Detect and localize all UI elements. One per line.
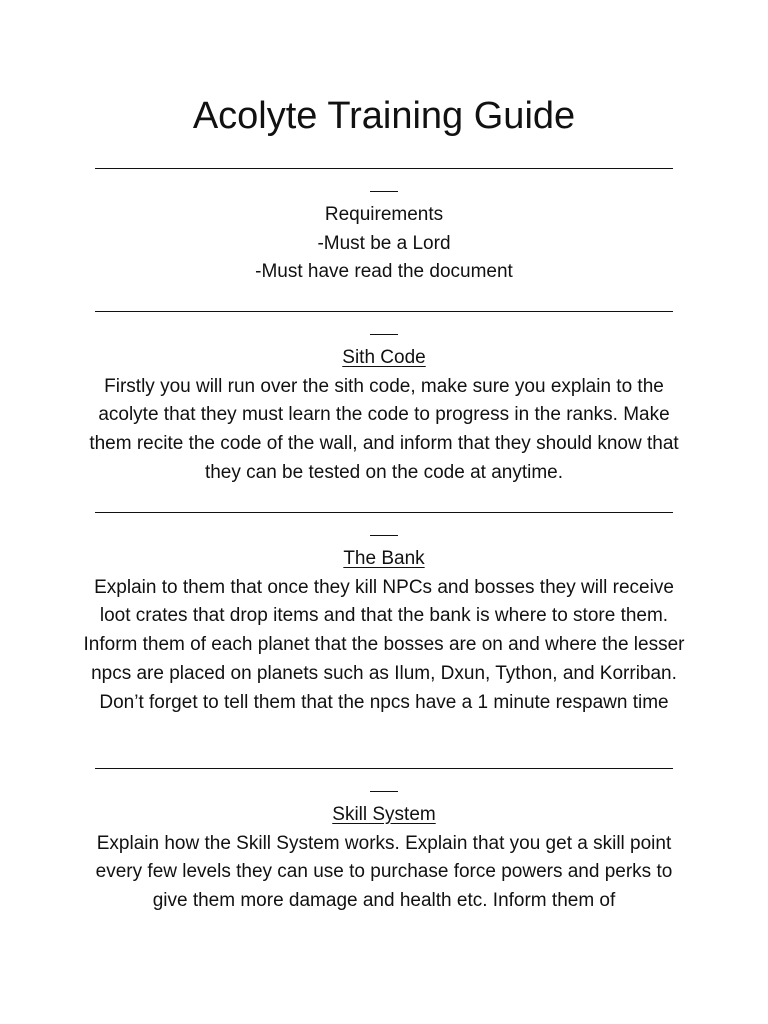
divider-line [95,146,673,169]
divider-tail [370,169,398,192]
sith-code-body: Firstly you will run over the sith code, make sure you explain to the acolyte that they must learn the code to progress in the ranks. Make them recite the code of the wall, and inform that they should know that they can be tested on the code at anytime. [89,375,679,483]
section-divider [0,289,768,345]
sith-code-heading: Sith Code [342,347,426,368]
section-divider [0,146,768,202]
skill-system-section [82,801,686,916]
requirement-item: -Must have read the document [255,261,513,283]
requirements-section [82,201,686,287]
divider-tail [370,513,398,536]
divider-line [95,746,673,769]
skill-system-heading: Skill System [332,804,436,825]
bank-section [82,545,686,717]
divider-tail [370,312,398,335]
sith-code-section [82,344,686,488]
document-title: Acolyte Training Guide [192,95,576,137]
divider-tail [370,769,398,792]
skill-system-body: Explain how the Skill System works. Explain that you get a skill point every few levels they can use to purchase force powers and perks to give them more damage and health etc. Inform them of [95,832,673,912]
bank-body: Explain to them that once they kill NPCs and bosses they will receive loot crates that drop items and that the bank is where to store them. Inform them of each planet that the bosses are on and where the lesser npcs are placed on planets such as Ilum, Dxun, Tython, and Korriban. Don’t forget to tell them that the npcs have a 1 minute respawn time [83,576,685,713]
divider-line [95,490,673,513]
section-divider [0,746,768,802]
section-divider [0,490,768,546]
bank-heading: The Bank [343,548,425,569]
requirements-heading: Requirements [324,204,444,225]
divider-line [95,289,673,312]
requirement-item: -Must be a Lord [317,232,451,254]
